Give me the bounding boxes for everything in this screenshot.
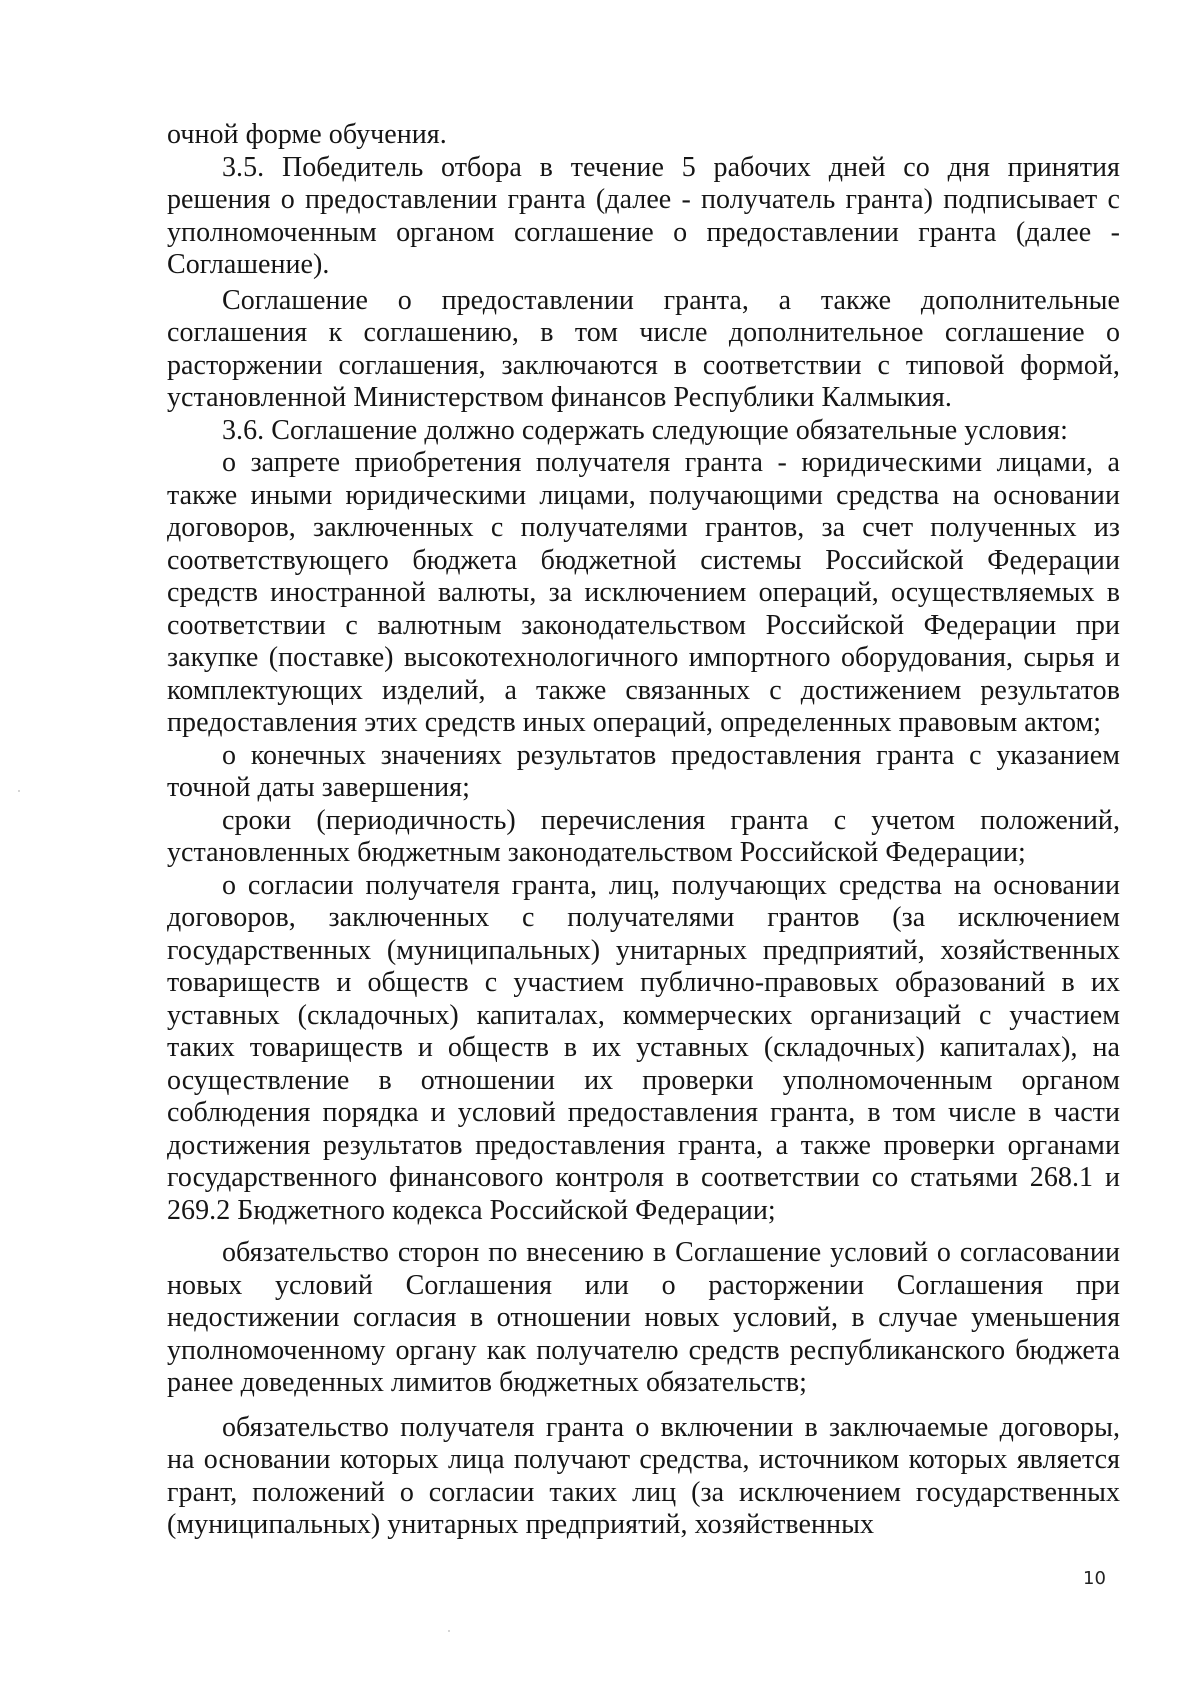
- paragraph-currency-ban: о запрете приобретения получателя гранта - юридическими лицами, а также иными юридическими лицами, получающими средства на основании договоров, заключенных с получателями грантов, за счет полученных из соответствующего бюджета бюджетной системы Российской Федерации средств иностранной валюты, за исключением операций, осуществляемых в соответствии с валютным законодательством Российской Федерации при закупке (поставке) высокотехнологичного импортного оборудования, сырья и комплектующих изделий, а также связанных с достижением результатов предоставления этих средств иных операций, определенных правовым актом;: [167, 447, 1120, 738]
- paragraph-parties-obligation: обязательство сторон по внесению в Соглашение условий о согласовании новых условий Соглашения или о расторжении Соглашения при недостижении согласия в отношении новых условий, в случае уменьшения уполномоченному органу как получателю средств республиканского бюджета ранее доведенных лимитов бюджетных обязательств;: [167, 1237, 1120, 1398]
- page-number: 10: [1083, 1568, 1106, 1589]
- paragraph-final-results: о конечных значениях результатов предоставления гранта с указанием точной даты завершения;: [167, 739, 1120, 803]
- paragraph-agreement-form: Соглашение о предоставлении гранта, а также дополнительные соглашения к соглашению, в том числе дополнительное соглашение о расторжении соглашения, заключаются в соответствии с типовой формой, установленной Министерством финансов Республики Калмыкия.: [167, 284, 1120, 413]
- scan-speck: [18, 790, 20, 792]
- paragraph-recipient-obligation: обязательство получателя гранта о включении в заключаемые договоры, на основании которых лица получают средства, источником которых является грант, положений о согласии таких лиц (за исключением государственных (муниципальных) унитарных предприятий, хозяйственных: [167, 1411, 1120, 1540]
- paragraph-3-5: 3.5. Победитель отбора в течение 5 рабочих дней со дня принятия решения о предоставлении гранта (далее - получатель гранта) подписывает с уполномоченным органом соглашение о предоставлении гранта (далее - Соглашение).: [167, 151, 1120, 280]
- document-body: [167, 119, 1120, 1542]
- paragraph-consent-inspection: о согласии получателя гранта, лиц, получающих средства на основании договоров, заключенных с получателями грантов (за исключением государственных (муниципальных) унитарных предприятий, хозяйственных товариществ и обществ с участием публично-правовых образований в их уставных (складочных) капиталах, коммерческих организаций с участием таких товариществ и обществ в их уставных (складочных) капиталах), на осуществление в отношении их проверки уполномоченным органом соблюдения порядка и условий предоставления гранта, в том числе в части достижения результатов предоставления гранта, а также проверки органами государственного финансового контроля в соответствии со статьями 268.1 и 269.2 Бюджетного кодекса Российской Федерации;: [167, 869, 1120, 1226]
- paragraph-transfer-terms: сроки (периодичность) перечисления гранта с учетом положений, установленных бюджетным законодательством Российской Федерации;: [167, 804, 1120, 868]
- paragraph-continuation: очной форме обучения.: [167, 119, 447, 150]
- scan-speck: [448, 1630, 450, 1632]
- paragraph-3-6: 3.6. Соглашение должно содержать следующие обязательные условия:: [222, 414, 1068, 446]
